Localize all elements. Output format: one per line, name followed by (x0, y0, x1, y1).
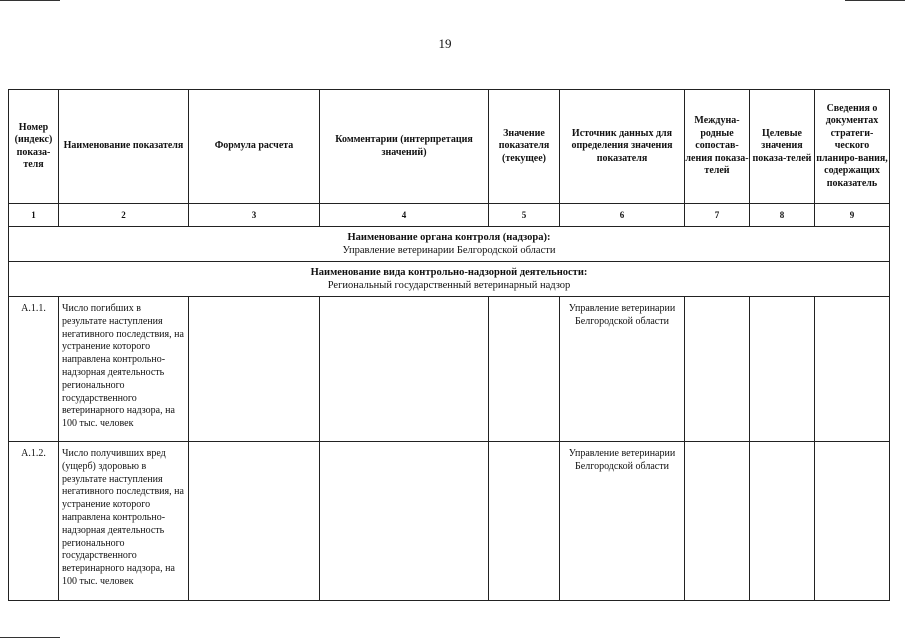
column-number: 2 (59, 204, 189, 227)
row-index: А.1.2. (9, 442, 59, 601)
header-cell-index: Номер (индекс) показа-теля (9, 90, 59, 204)
row-documents (815, 297, 890, 442)
section-cell-authority (9, 227, 890, 262)
section-subtitle: Управление ветеринарии Белгородской области (342, 245, 556, 256)
scan-edge-line-top-right (845, 0, 905, 1)
indicators-table (8, 89, 890, 601)
header-cell-target: Целевые значения показа-телей (750, 90, 815, 204)
section-cell-activity (9, 262, 890, 297)
scan-edge-line-top-left (0, 0, 60, 1)
table-row (9, 297, 890, 442)
row-comments (320, 297, 489, 442)
header-cell-formula: Формула расчета (189, 90, 320, 204)
column-number: 6 (560, 204, 685, 227)
section-subtitle: Региональный государственный ветеринарный надзор (327, 280, 571, 291)
row-formula (189, 297, 320, 442)
section-title: Наименование органа контроля (надзора): (347, 232, 551, 243)
row-international (685, 297, 750, 442)
header-cell-documents: Сведения о документах стратеги-ческого планиро-вания, содержащих показатель (815, 90, 890, 204)
row-target (750, 297, 815, 442)
row-target (750, 442, 815, 601)
header-row (9, 90, 890, 204)
section-title: Наименование вида контрольно-надзорной деятельности: (310, 267, 588, 278)
table-row (9, 442, 890, 601)
column-number: 3 (189, 204, 320, 227)
header-cell-comments: Комментарии (интерпретация значений) (320, 90, 489, 204)
column-number-row (9, 204, 890, 227)
row-international (685, 442, 750, 601)
header-cell-source: Источник данных для определения значения показателя (560, 90, 685, 204)
row-documents (815, 442, 890, 601)
row-source: Управление ветеринарии Белгородской области (560, 442, 685, 601)
section-row-activity (9, 262, 890, 297)
row-value (489, 297, 560, 442)
row-source: Управление ветеринарии Белгородской области (560, 297, 685, 442)
column-number: 5 (489, 204, 560, 227)
row-comments (320, 442, 489, 601)
row-name: Число получивших вред (ущерб) здоровью в результате наступления негативного последствия, на устранение которого направлена контрольно-надзорная деятельность регионального государственного ветеринарного надзора, на 100 тыс. человек (59, 442, 189, 601)
column-number: 8 (750, 204, 815, 227)
page-number: 19 (438, 36, 452, 51)
header-cell-value: Значение показателя (текущее) (489, 90, 560, 204)
column-number: 1 (9, 204, 59, 227)
row-name: Число погибших в результате наступления негативного последствия, на устранение которого направлена контрольно-надзорная деятельность регионального государственного ветеринарного надзора, на 100 тыс. человек (59, 297, 189, 442)
row-index: А.1.1. (9, 297, 59, 442)
column-number: 4 (320, 204, 489, 227)
column-number: 9 (815, 204, 890, 227)
header-cell-international: Междуна-родные сопостав-ления показа-телей (685, 90, 750, 204)
row-formula (189, 442, 320, 601)
section-row-authority (9, 227, 890, 262)
indicators-table-container (8, 89, 889, 601)
scan-edge-line-bottom-left (0, 637, 60, 638)
row-value (489, 442, 560, 601)
column-number: 7 (685, 204, 750, 227)
header-cell-name: Наименование показателя (59, 90, 189, 204)
